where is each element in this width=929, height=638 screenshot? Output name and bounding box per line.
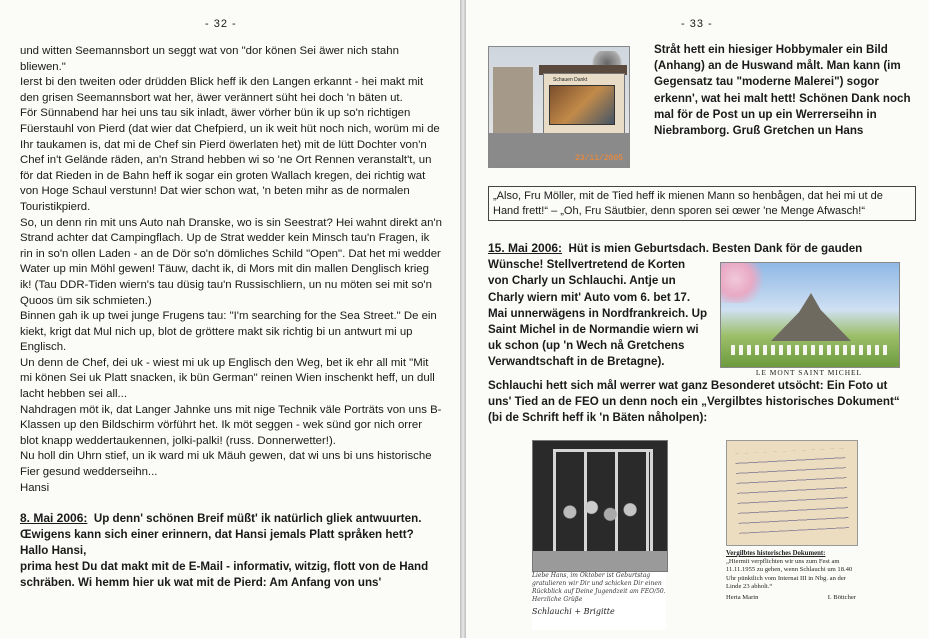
entry-date: 8. Mai 2006:	[20, 511, 88, 526]
paragraph-2: Ierst bi den tweiten oder drüdden Blick heff ik den Langen erkannt - hei makt mit den grisen Seemannsbort wat her, äwer verännert süht hei doch 'n bäten ut.	[20, 76, 424, 104]
left-page	[0, 0, 460, 638]
doc-text: „Hiermit verpflichten wir uns zum Fest am 11.11.1955 zu gehen, wenn Schlauchi um 18.40 Uhr pünktlich vom Internat III in Nbg. an der Linde 23 abholt.“	[726, 558, 853, 590]
wall-painting	[549, 85, 615, 125]
mont-saint-michel-photo	[720, 262, 900, 368]
photo-date-stamp: 23/11/2005	[574, 154, 623, 163]
page-number-right: - 33 -	[681, 18, 713, 30]
paragraph-5: Binnen gah ik up twei junge Frugens tau: "I'm searching for the Sea Street." De ein kiekt, krigt dat Mul nich up, blot de gröttere makt sik richtig bi un antwurt mi up Englisch.	[20, 310, 437, 354]
hobby-painter-text: Stråt hett ein hiesiger Hobbymaler ein Bild (Anhang) an de Huswand målt. Man kann (im Gegensatz tau "moderne Malerei") sogor erkenn', wat hei malt hett! Schönen Dank noch mal för de Post un up ein Werrerseihn in Niebramborg. Gruß Gretchen un Hans	[654, 43, 911, 138]
window-photo-note	[532, 572, 666, 630]
doc-sig-right: I. Böttcher	[827, 594, 856, 602]
entry-line-3: Hallo Hansi,	[20, 544, 87, 558]
paragraph-6: Un denn de Chef, dei uk - wiest mi uk up Englisch den Weg, bet ik ehr all mit "Mit mi könen Sei uk Platt snacken, ik bün German" reinen Wien inschenkt heff, un dull lacht hebben sei all...	[20, 356, 435, 401]
historic-document-photo	[726, 440, 858, 546]
window-group-photo	[532, 440, 668, 572]
may15-first-line	[488, 240, 913, 257]
entry-line-4: prima hest Du dat makt mit de E-Mail - informativ, witzig, flott von de Hand schräben. Wi hemm hier uk wat mit de Pierd: Am Anfang von uns'	[20, 560, 429, 590]
paragraph-3: För Sünnabend har hei uns tau sik inladt, äwer vörher bün ik up so'n richtigen Füerstauhl von Pierd (dat wier dat Chefpierd, un ik weit hüt noch nich, worüm mi de Ihr taukamen is, dat mi de Chef sin Pierd öwerlaten het) mit de lütt Dochter von'n Chef in't Gelände räden, an'n Strand hebben wi so 'ne Ort Rennen veranstalt't, un för dat Rieden in de Bahn heff ik sogar ein groten Wallach kregen, dei richtig wat von Hoge Schaul verstunn! Dat wier schon wat, 'n beten mihr as de normalen Touristikpierd.	[20, 107, 440, 213]
blossom-shape	[721, 263, 769, 303]
msm-caption: LE MONT SAINT MICHEL	[755, 368, 863, 377]
signature-hansi: Hansi	[20, 481, 50, 494]
quote-box: „Also, Fru Möller, mit de Tied heff ik mienen Mann so henbågen, dat hei mi ut de Hand frett!“ – „Oh, Fru Säutbier, denn sporen sei œwer 'ne Menge Afwasch!“	[488, 186, 916, 221]
may15-text: Wünsche! Stellvertretend de Korten von Charly un Schlauchi. Antje un Charly wiern mit' Auto vom 6. bet 17. Mai unnerwägens in Nordfrankreich. Up Saint Michel in de Normandie wiern wi uk schon (up 'n Wech nå Gretchens Verwandtschaft in de Bretagne).	[488, 258, 708, 369]
may15-first-text: Hüt is mien Geburtsdach. Besten Dank för de gauden	[568, 242, 863, 255]
entry-line-1	[20, 510, 442, 527]
paragraph-8: Nu holl din Uhrn stief, un ik ward mi uk Mäuh gewen, dat wi uns bi uns historische Fier gesund wedderseihn...	[20, 450, 432, 479]
historic-document-caption	[726, 550, 856, 602]
doc-signatures	[726, 594, 856, 602]
sheep-shape	[731, 345, 891, 355]
may15-date: 15. Mai 2006:	[488, 241, 563, 255]
handwriting-shape	[735, 448, 849, 534]
station-sign: Schauen Dankt	[553, 77, 588, 83]
house-shape	[493, 67, 533, 133]
doc-sig-left: Herta Marin	[726, 594, 759, 602]
doc-title: Vergilbtes historisches Dokument:	[726, 550, 826, 557]
page-number-left: - 32 -	[205, 18, 237, 30]
mount-shape	[771, 293, 851, 341]
entry-may-8	[20, 510, 442, 591]
station-painting-photo	[488, 46, 630, 168]
paragraph-7: Nahdragen möt ik, dat Langer Jahnke uns mit nige Technik väle Porträts von uns B-Klassen up den Bildschirm vörführt het. Ik möt seggen - wek sünd gor nich orrer blot knapp weddertaukennen, jolki-palki! (russ. Donnerwetter!).	[20, 403, 442, 447]
window-note-text: Liebe Hans, im Oktober ist Geburtstag gratulieren wir Dir und schicken Dir einen Rückblick auf Deine Jugendzeit am FEO/50. Herzliche Grüße	[532, 572, 666, 603]
entry-line-2: Œwigens kann sich einer erinnern, dat Hansi jemals Platt språken hett?	[20, 528, 414, 542]
right-page	[466, 0, 929, 638]
window-sill	[533, 551, 667, 571]
paragraph-4: So, un denn rin mit uns Auto nah Dranske, wo is sin Seestrat? Hei wahnt direkt an'n Strand achter dat Campingflach. Up de Strat wedder kein Minsch tau'n Fragen, ik rin in so'n ollen Laden - an de Dör so'n dömliches Schild "Open". Dat het mi wedder Water up min Möhl gewen! Täuw, dacht ik, di Mors mit din mallen Denglisch krieg ik! (Tau DDR-Tiden wiern's tau düsig tau'n Russischliern, un nu möten sei mit so'n Quoos üm sik schmieten.)	[20, 216, 442, 307]
schlauchi-text: Schlauchi hett sich mål werrer wat ganz Besonderet utsöcht: Ein Foto ut uns' Tied an de FEO un denn noch ein „Vergilbtes historisches Dokument“ (bi de Schrift heff ik 'n Bäten nåholpen):	[488, 379, 900, 425]
faces-shape	[557, 489, 643, 535]
paragraph-1: und witten Seemannsbort un seggt wat von "dor könen Sei äwer nich stahn bliewen."	[20, 45, 399, 73]
window-note-signature: Schlauchi + Brigitte	[532, 607, 615, 616]
entry-line-1-text: Up denn' schönen Breif müßt' ik natürlich gliek antwuurten.	[93, 512, 422, 526]
